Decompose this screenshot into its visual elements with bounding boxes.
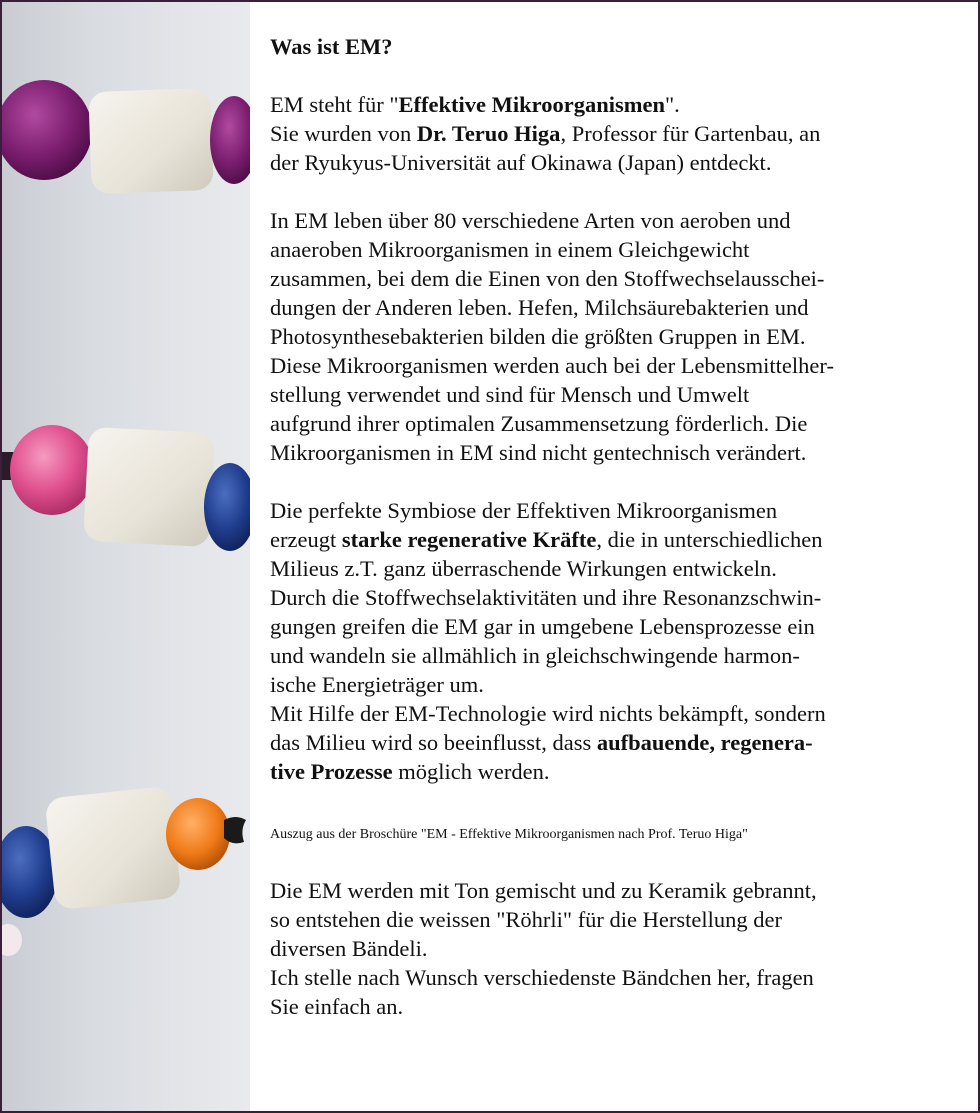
paragraph-intro: EM steht für "Effektive Mikroorganismen". Sie wurden von Dr. Teruo Higa, Professor für Gartenbau, an der Ryukyus-Universität auf Okinawa (Japan) entdeckt.	[270, 92, 821, 175]
paragraph-ceramics: Die EM werden mit Ton gemischt und zu Keramik gebrannt, so entstehen die weissen "Röhrli" für die Herstellung der diversen Bändeli. Ich stelle nach Wunsch verschiedenste Bändchen her, fragen Sie einfach an.	[270, 878, 817, 1019]
article-content	[270, 32, 960, 1021]
name-dr-teruo-higa: Dr. Teruo Higa	[416, 121, 561, 146]
term-aufbauende-regenerative-prozesse: aufbauende, regenera-	[596, 730, 813, 755]
page-title: Was ist EM?	[270, 34, 393, 59]
paragraph-symbiosis: Die perfekte Symbiose der Effektiven Mikroorganismen erzeugt starke regenerative Kräfte, die in unterschiedlichen Milieus z.T. ganz überraschende Wirkungen entwickeln. Durch die Stoffwechselaktivitäten und ihre Resonanzschwin- gungen greifen die EM gar in umgebene Lebensprozesse ein und wandeln sie allmählich in gleichschwingende harmon- ische Energieträger um. Mit Hilfe der EM-Technologie wird nichts bekämpft, sondern das Milieu wird so beeinflusst, dass aufbauende, regenera- tive Prozesse möglich werden.	[270, 498, 826, 784]
source-citation: Auszug aus der Broschüre "EM - Effektive Mikroorganismen nach Prof. Teruo Higa"	[270, 827, 748, 842]
term-starke-regenerative-kraefte: starke regenerative Kräfte	[341, 527, 597, 552]
bead-bracelet-image	[2, 2, 250, 1111]
bead-bracelet-photo	[2, 2, 250, 1111]
term-effektive-mikroorganismen: Effektive Mikroorganismen	[398, 92, 665, 117]
paragraph-microorganisms: In EM leben über 80 verschiedene Arten von aeroben und anaeroben Mikroorganismen in einem Gleichgewicht zusammen, bei dem die Einen von den Stoffwechselausschei- dungen der Anderen leben. Hefen, Milchsäurebakterien und Photosynthesebakterien bilden die größten Gruppen in EM. Diese Mikroorganismen werden auch bei der Lebensmittelher- stellung verwendet und sind für Mensch und Umwelt aufgrund ihrer optimalen Zusammensetzung förderlich. Die Mikroorganismen in EM sind nicht gentechnisch verändert.	[270, 208, 834, 465]
